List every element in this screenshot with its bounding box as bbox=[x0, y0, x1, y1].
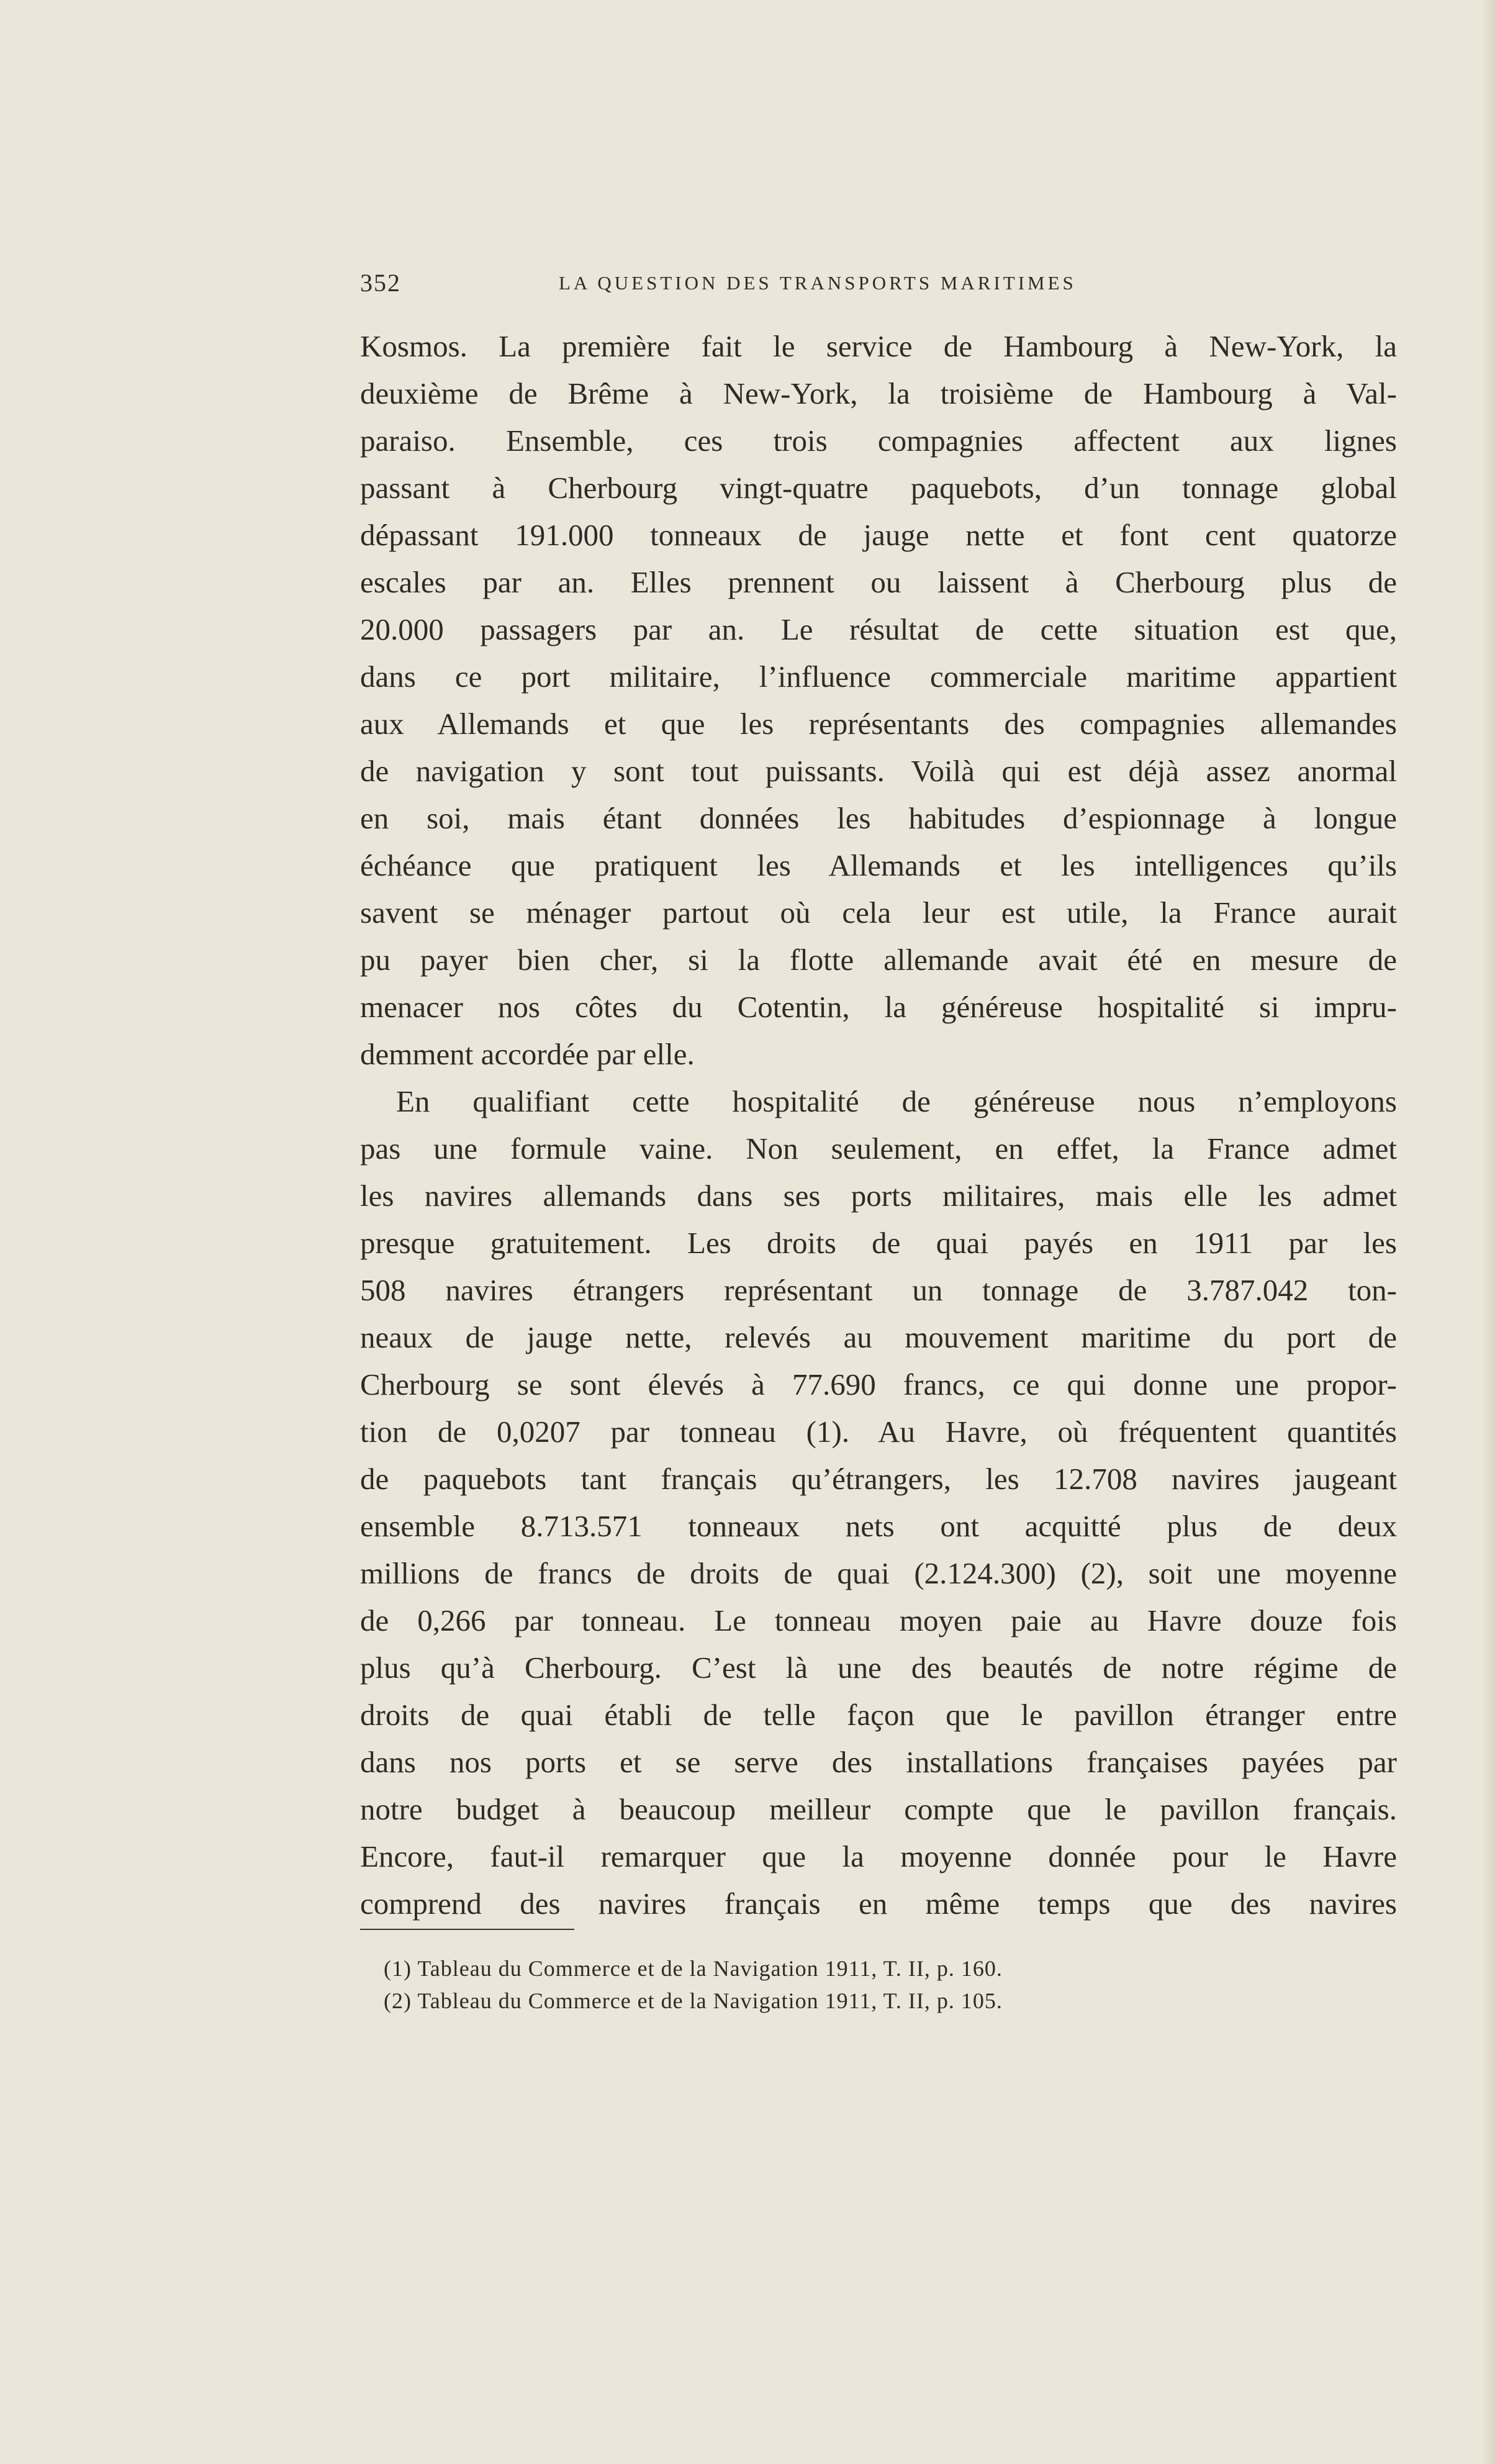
text-line: demment accordée par elle. bbox=[360, 1037, 695, 1071]
text-line: les navires allemands dans ses ports militaires, mais elle les admet bbox=[360, 1179, 1397, 1213]
footnotes bbox=[384, 1952, 1327, 2017]
text-line: ensemble 8.713.571 tonneaux nets ont acquitté plus de deux bbox=[360, 1509, 1397, 1543]
text-line: Encore, faut-il remarquer que la moyenne donnée pour le Havre bbox=[360, 1839, 1397, 1873]
text-line: 20.000 passagers par an. Le résultat de cette situation est que, bbox=[360, 612, 1397, 646]
text-line: Kosmos. La première fait le service de Hambourg à New-York, la bbox=[360, 329, 1397, 363]
page-number: 352 bbox=[360, 269, 401, 297]
text-line: aux Allemands et que les représentants des compagnies allemandes bbox=[360, 707, 1397, 741]
text-line: de paquebots tant français qu’étrangers, les 12.708 navires jaugeant bbox=[360, 1462, 1397, 1496]
text-line: plus qu’à Cherbourg. C’est là une des beautés de notre régime de bbox=[360, 1651, 1397, 1685]
body-text bbox=[360, 323, 1397, 1927]
text-line: deuxième de Brême à New-York, la troisième de Hambourg à Val- bbox=[360, 376, 1397, 410]
text-line: de 0,266 par tonneau. Le tonneau moyen paie au Havre douze fois bbox=[360, 1603, 1397, 1637]
text-line: droits de quai établi de telle façon que le pavillon étranger entre bbox=[360, 1698, 1397, 1732]
text-line: pu payer bien cher, si la flotte allemande avait été en mesure de bbox=[360, 943, 1397, 977]
page-header bbox=[360, 268, 1391, 306]
footnote-separator bbox=[360, 1929, 574, 1930]
text-line: pas une formule vaine. Non seulement, en effet, la France admet bbox=[360, 1131, 1397, 1166]
text-line: neaux de jauge nette, relevés au mouvement maritime du port de bbox=[360, 1320, 1397, 1354]
footnote-2: (2) Tableau du Commerce et de la Navigation 1911, T. II, p. 105. bbox=[384, 1988, 1003, 2013]
text-line: millions de francs de droits de quai (2.124.300) (2), soit une moyenne bbox=[360, 1556, 1397, 1590]
text-line: tion de 0,0207 par tonneau (1). Au Havre, où fréquentent quantités bbox=[360, 1415, 1397, 1449]
footnote-1: (1) Tableau du Commerce et de la Navigation 1911, T. II, p. 160. bbox=[384, 1956, 1003, 1981]
running-title: LA QUESTION DES TRANSPORTS MARITIMES bbox=[559, 272, 1077, 294]
text-line: 508 navires étrangers représentant un tonnage de 3.787.042 ton- bbox=[360, 1273, 1397, 1307]
text-line: notre budget à beaucoup meilleur compte que le pavillon français. bbox=[360, 1792, 1397, 1826]
text-line: échéance que pratiquent les Allemands et les intelligences qu’ils bbox=[360, 848, 1397, 882]
page-edge bbox=[1481, 0, 1495, 2464]
text-line: passant à Cherbourg vingt-quatre paquebots, d’un tonnage global bbox=[360, 471, 1397, 505]
text-line: En qualifiant cette hospitalité de généreuse nous n’employons bbox=[396, 1084, 1397, 1118]
paragraph-2 bbox=[360, 1078, 1397, 1927]
text-line: dans ce port militaire, l’influence commerciale maritime appartient bbox=[360, 659, 1397, 694]
text-line: menacer nos côtes du Cotentin, la généreuse hospitalité si impru- bbox=[360, 990, 1397, 1024]
text-line: escales par an. Elles prennent ou laissent à Cherbourg plus de bbox=[360, 565, 1397, 599]
text-line: dépassant 191.000 tonneaux de jauge nette et font cent quatorze bbox=[360, 518, 1397, 552]
text-line: savent se ménager partout où cela leur est utile, la France aurait bbox=[360, 895, 1397, 930]
text-line: presque gratuitement. Les droits de quai payés en 1911 par les bbox=[360, 1226, 1397, 1260]
text-line: Cherbourg se sont élevés à 77.690 francs, ce qui donne une propor- bbox=[360, 1367, 1397, 1402]
text-line: comprend des navires français en même temps que des navires bbox=[360, 1886, 1397, 1921]
paragraph-1 bbox=[360, 323, 1397, 1078]
text-line: de navigation y sont tout puissants. Voilà qui est déjà assez anormal bbox=[360, 754, 1397, 788]
text-line: paraiso. Ensemble, ces trois compagnies affectent aux lignes bbox=[360, 424, 1397, 458]
text-line: dans nos ports et se serve des installations françaises payées par bbox=[360, 1745, 1397, 1779]
text-line: en soi, mais étant données les habitudes d’espionnage à longue bbox=[360, 801, 1397, 835]
